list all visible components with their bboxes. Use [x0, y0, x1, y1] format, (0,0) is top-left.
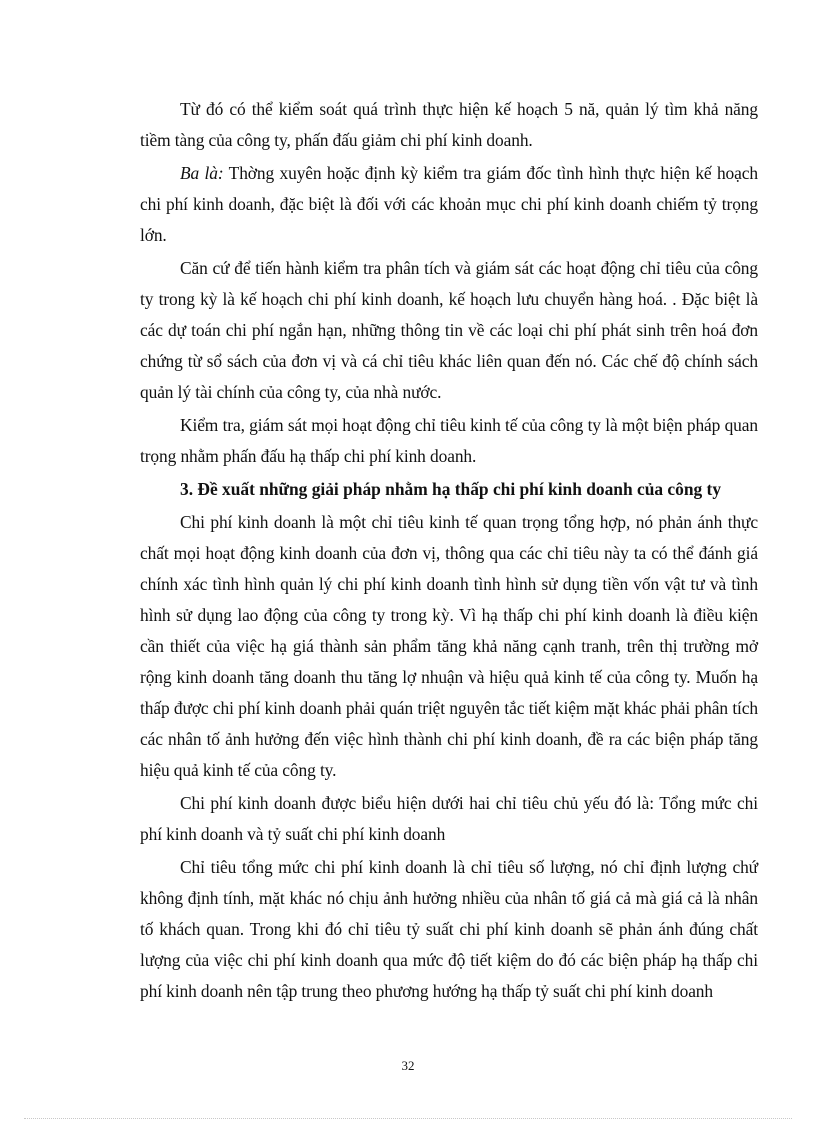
paragraph-2 [140, 158, 758, 251]
section-heading-text: 3. Đề xuất những giải pháp nhằm hạ thấp chi phí kinh doanh của công ty [180, 479, 722, 499]
paragraph-2-lead: Ba là: [180, 163, 224, 183]
paragraph-4 [140, 410, 758, 472]
paragraph-1 [140, 94, 758, 156]
paragraph-6-text: Chi phí kinh doanh được biểu hiện dưới hai chỉ tiêu chủ yếu đó là: Tổng mức chi phí kinh doanh và tỷ suất chi phí kinh doanh [140, 793, 758, 844]
page-body [140, 94, 758, 1009]
paragraph-3-text: Căn cứ để tiến hành kiểm tra phân tích và giám sát các hoạt động chỉ tiêu của công ty trong kỳ là kế hoạch chi phí kinh doanh, kế hoạch lưu chuyển hàng hoá. . Đặc biệt là các dự toán chi phí ngắn hạn, những thông tin về các loại chi phí phát sinh trên hoá đơn chứng từ sổ sách của đơn vị và cá chỉ tiêu khác liên quan đến nó. Các chế độ chính sách quản lý tài chính của công ty, của nhà nước. [140, 258, 758, 402]
paragraph-4-text: Kiểm tra, giám sát mọi hoạt động chỉ tiêu kinh tế của công ty là một biện pháp quan trọng nhằm phấn đấu hạ thấp chi phí kinh doanh. [140, 415, 758, 466]
paragraph-5 [140, 507, 758, 786]
page-number: 32 [401, 1058, 415, 1073]
page-bottom-divider [24, 1118, 792, 1119]
paragraph-6 [140, 788, 758, 850]
section-heading [140, 474, 758, 505]
paragraph-2-text: Thờng xuyên hoặc định kỳ kiểm tra giám đốc tình hình thực hiện kế hoạch chi phí kinh doanh, đặc biệt là đối với các khoản mục chi phí kinh doanh chiếm tỷ trọng lớn. [140, 163, 758, 245]
paragraph-3 [140, 253, 758, 408]
paragraph-5-text: Chi phí kinh doanh là một chỉ tiêu kinh tế quan trọng tổng hợp, nó phản ánh thực chất mọi hoạt động kinh doanh của đơn vị, thông qua các chỉ tiêu này ta có thể đánh giá chính xác tình hình quản lý chi phí kinh doanh tình hình sử dụng tiền vốn vật tư và tình hình sử dụng lao động của công ty trong kỳ. Vì hạ thấp chi phí kinh doanh là điều kiện cần thiết của việc hạ giá thành sản phẩm tăng khả năng cạnh tranh, trên thị trường mở rộng kinh doanh tăng doanh thu tăng lợ nhuận và hiệu quả kinh tế của công ty. Muốn hạ thấp được chi phí kinh doanh phải quán triệt nguyên tắc tiết kiệm mặt khác phải phân tích các nhân tố ảnh hưởng đến việc hình thành chi phí kinh doanh, đề ra các biện pháp tăng hiệu quả kinh tế của công ty. [140, 512, 758, 780]
paragraph-1-text: Từ đó có thể kiểm soát quá trình thực hiện kế hoạch 5 nă, quản lý tìm khả năng tiềm tàng của công ty, phấn đấu giảm chi phí kinh doanh. [140, 99, 758, 150]
paragraph-7 [140, 852, 758, 1007]
paragraph-7-text: Chỉ tiêu tổng mức chi phí kinh doanh là chỉ tiêu số lượng, nó chỉ định lượng chứ không định tính, mặt khác nó chịu ảnh hưởng nhiều của nhân tố giá cả mà giá cả là nhân tố khách quan. Trong khi đó chỉ tiêu tỷ suất chi phí kinh doanh sẽ phản ánh đúng chất lượng của việc chi phí kinh doanh qua mức độ tiết kiệm do đó các biện pháp hạ thấp chi phí kinh doanh nên tập trung theo phương hướng hạ thấp tỷ suất chi phí kinh doanh [140, 857, 758, 1001]
